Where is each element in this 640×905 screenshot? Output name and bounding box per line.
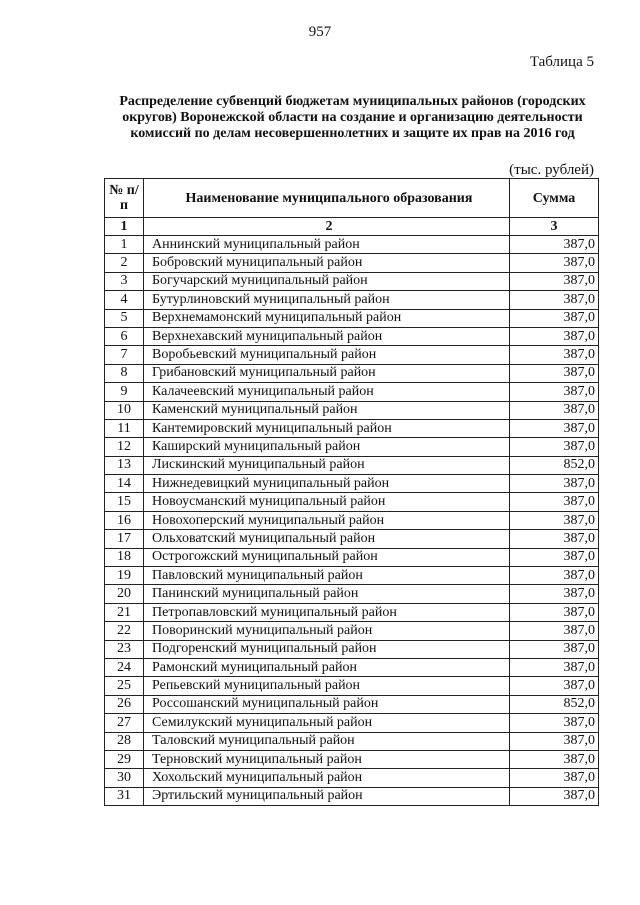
- row-sum: 387,0: [510, 732, 599, 750]
- row-sum: 387,0: [510, 603, 599, 621]
- table-row: [105, 622, 599, 640]
- header-sum: Сумма: [510, 179, 599, 218]
- row-number: 12: [105, 438, 144, 456]
- row-sum: 387,0: [510, 272, 599, 290]
- row-number: 17: [105, 530, 144, 548]
- row-number: 29: [105, 750, 144, 768]
- row-number: 10: [105, 401, 144, 419]
- table-row: [105, 750, 599, 768]
- row-sum: 387,0: [510, 585, 599, 603]
- table-row: [105, 658, 599, 676]
- units-label: (тыс. рублей): [509, 162, 594, 178]
- row-number: 15: [105, 493, 144, 511]
- table-row: [105, 327, 599, 345]
- row-number: 16: [105, 511, 144, 529]
- table-row: [105, 677, 599, 695]
- row-number: 20: [105, 585, 144, 603]
- row-sum: 387,0: [510, 640, 599, 658]
- row-sum: 387,0: [510, 622, 599, 640]
- document-title: Распределение субвенций бюджетам муниципальных районов (городских округов) Воронежской области на создание и организацию деятельности комиссий по делам несовершеннолетних и защите их прав на 2016 год: [119, 94, 586, 141]
- row-name: Нижнедевицкий муниципальный район: [144, 475, 510, 493]
- table-row: [105, 419, 599, 437]
- row-sum: 387,0: [510, 511, 599, 529]
- row-sum: 852,0: [510, 456, 599, 474]
- row-name: Россошанский муниципальный район: [144, 695, 510, 713]
- row-number: 18: [105, 548, 144, 566]
- column-index-name: 2: [144, 218, 510, 236]
- row-number: 4: [105, 291, 144, 309]
- row-name: Острогожский муниципальный район: [144, 548, 510, 566]
- table-row: [105, 640, 599, 658]
- row-name: Семилукский муниципальный район: [144, 714, 510, 732]
- row-sum: 852,0: [510, 695, 599, 713]
- row-sum: 387,0: [510, 677, 599, 695]
- row-name: Новоусманский муниципальный район: [144, 493, 510, 511]
- row-sum: 387,0: [510, 530, 599, 548]
- row-number: 30: [105, 769, 144, 787]
- table-row: [105, 714, 599, 732]
- table-row: [105, 585, 599, 603]
- row-sum: 387,0: [510, 769, 599, 787]
- row-name: Подгоренский муниципальный район: [144, 640, 510, 658]
- table-row: [105, 438, 599, 456]
- row-sum: 387,0: [510, 493, 599, 511]
- row-name: Лискинский муниципальный район: [144, 456, 510, 474]
- subsidy-table: [104, 178, 599, 806]
- row-sum: 387,0: [510, 291, 599, 309]
- row-sum: 387,0: [510, 419, 599, 437]
- row-name: Новохоперский муниципальный район: [144, 511, 510, 529]
- table-row: [105, 603, 599, 621]
- row-name: Верхнемамонский муниципальный район: [144, 309, 510, 327]
- row-sum: 387,0: [510, 787, 599, 805]
- column-index-sum: 3: [510, 218, 599, 236]
- row-sum: 387,0: [510, 714, 599, 732]
- row-number: 13: [105, 456, 144, 474]
- table-row: [105, 530, 599, 548]
- header-name: Наименование муниципального образования: [144, 179, 510, 218]
- row-name: Бобровский муниципальный район: [144, 254, 510, 272]
- page-number: 957: [308, 24, 332, 40]
- row-name: Репьевский муниципальный район: [144, 677, 510, 695]
- row-number: 26: [105, 695, 144, 713]
- table-row: [105, 493, 599, 511]
- row-name: Эртильский муниципальный район: [144, 787, 510, 805]
- table-row: [105, 401, 599, 419]
- row-number: 31: [105, 787, 144, 805]
- row-name: Бутурлиновский муниципальный район: [144, 291, 510, 309]
- table-row: [105, 548, 599, 566]
- row-sum: 387,0: [510, 364, 599, 382]
- row-name: Терновский муниципальный район: [144, 750, 510, 768]
- table-row: [105, 309, 599, 327]
- row-name: Ольховатский муниципальный район: [144, 530, 510, 548]
- row-name: Богучарский муниципальный район: [144, 272, 510, 290]
- row-name: Рамонский муниципальный район: [144, 658, 510, 676]
- row-name: Калачеевский муниципальный район: [144, 383, 510, 401]
- header-num: № п/п: [105, 179, 144, 218]
- table-row: [105, 475, 599, 493]
- table-row: [105, 695, 599, 713]
- table-row: [105, 787, 599, 805]
- row-number: 8: [105, 364, 144, 382]
- row-sum: 387,0: [510, 254, 599, 272]
- row-name: Кантемировский муниципальный район: [144, 419, 510, 437]
- row-number: 14: [105, 475, 144, 493]
- row-name: Каширский муниципальный район: [144, 438, 510, 456]
- row-name: Таловский муниципальный район: [144, 732, 510, 750]
- row-number: 21: [105, 603, 144, 621]
- table-label: Таблица 5: [529, 54, 594, 70]
- row-name: Грибановский муниципальный район: [144, 364, 510, 382]
- table-row: [105, 364, 599, 382]
- row-number: 5: [105, 309, 144, 327]
- row-number: 28: [105, 732, 144, 750]
- row-name: Павловский муниципальный район: [144, 567, 510, 585]
- row-number: 27: [105, 714, 144, 732]
- row-number: 3: [105, 272, 144, 290]
- row-sum: 387,0: [510, 383, 599, 401]
- row-name: Петропавловский муниципальный район: [144, 603, 510, 621]
- row-number: 9: [105, 383, 144, 401]
- row-name: Каменский муниципальный район: [144, 401, 510, 419]
- row-sum: 387,0: [510, 309, 599, 327]
- row-name: Панинский муниципальный район: [144, 585, 510, 603]
- row-number: 19: [105, 567, 144, 585]
- row-name: Аннинский муниципальный район: [144, 236, 510, 254]
- row-number: 6: [105, 327, 144, 345]
- row-sum: 387,0: [510, 236, 599, 254]
- row-sum: 387,0: [510, 750, 599, 768]
- row-sum: 387,0: [510, 438, 599, 456]
- table-row: [105, 254, 599, 272]
- row-sum: 387,0: [510, 475, 599, 493]
- row-number: 22: [105, 622, 144, 640]
- row-sum: 387,0: [510, 401, 599, 419]
- table-row: [105, 272, 599, 290]
- table-row: [105, 732, 599, 750]
- table-row: [105, 511, 599, 529]
- row-name: Хохольский муниципальный район: [144, 769, 510, 787]
- row-sum: 387,0: [510, 658, 599, 676]
- row-number: 11: [105, 419, 144, 437]
- table-body: [105, 236, 599, 806]
- row-number: 7: [105, 346, 144, 364]
- row-name: Поворинский муниципальный район: [144, 622, 510, 640]
- row-number: 1: [105, 236, 144, 254]
- row-name: Верхнехавский муниципальный район: [144, 327, 510, 345]
- table-row: [105, 769, 599, 787]
- table-row: [105, 383, 599, 401]
- row-number: 2: [105, 254, 144, 272]
- row-number: 23: [105, 640, 144, 658]
- row-sum: 387,0: [510, 346, 599, 364]
- row-sum: 387,0: [510, 327, 599, 345]
- row-sum: 387,0: [510, 567, 599, 585]
- table-row: [105, 567, 599, 585]
- table-row: [105, 456, 599, 474]
- row-name: Воробьевский муниципальный район: [144, 346, 510, 364]
- table-header-row: [105, 179, 599, 218]
- table-row: [105, 346, 599, 364]
- column-index-num: 1: [105, 218, 144, 236]
- column-index-row: [105, 218, 599, 236]
- table-row: [105, 236, 599, 254]
- row-number: 25: [105, 677, 144, 695]
- row-number: 24: [105, 658, 144, 676]
- row-sum: 387,0: [510, 548, 599, 566]
- table-row: [105, 291, 599, 309]
